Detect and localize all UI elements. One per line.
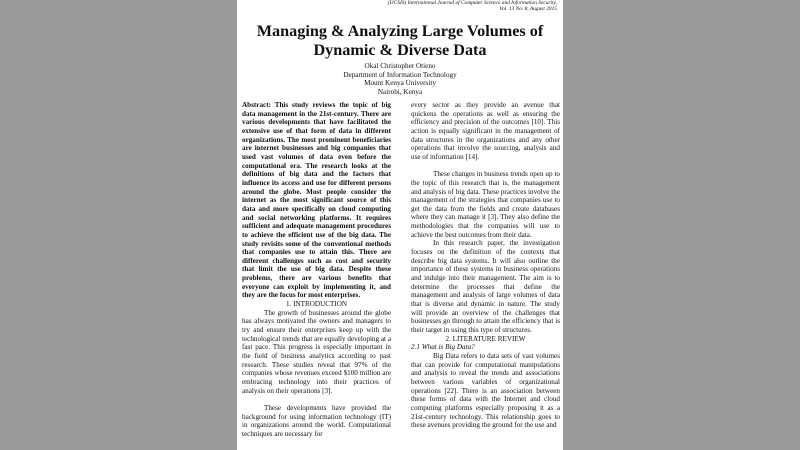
paper-title	[237, 22, 563, 60]
intro-paragraph-2: These developments have provided the background for using information technology (IT) in organizations around the world. Computational techniques are necessary for	[242, 403, 391, 438]
author-department: Department of Information Technology	[343, 70, 457, 79]
literature-review-heading: 2. LITERATURE REVIEW	[445, 334, 526, 343]
author-location: Nairobi, Kenya	[377, 87, 423, 96]
body-paragraph-2: These changes in business trends open up to the topic of this research that is, the management and analysis of big data. These practices involve the management of the strategies that companies use to get the data from the fields and create databases where they can manage it [3]. They also define the methodologies that the companies will use to achieve the best outcomes from their data.	[411, 170, 560, 239]
right-column	[411, 101, 560, 430]
paper-page	[237, 0, 563, 450]
journal-header	[388, 0, 557, 13]
author-name: Okal Christopher Otieno	[364, 62, 436, 70]
body-paragraph-4: Big Data refers to data sets of vast volumes that can provide for computational manipulations and analysis to reveal the trends and associations between various variables of organizational operations [22]. There is an association between these forms of data with the Internet and cloud computing platforms especially proposing it as a 21st-century technology. This relationship goes to these avenues providing the ground for the use and	[411, 351, 560, 430]
intro-paragraph-1: The growth of businesses around the globe has always motivated the owners and managers to try and ensure their enterprises keep up with the technological trends that are equally developing at a fast pace. This progress is especially important in the field of business analytics according to past research. These studies reveal that 97% of the companies whose revenues exceed $100 million are embracing technology into their practices of analysis on their operations [3].	[242, 308, 391, 395]
section-2-1-heading: 2.1 What is Big Data?	[411, 343, 475, 352]
author-university: Mount Kenya University	[364, 79, 436, 88]
title-line-1: Managing & Analyzing Large Volumes of	[256, 22, 544, 40]
author-block	[237, 62, 563, 96]
journal-volume: Vol. 13 No. 8, August 2015	[499, 6, 557, 13]
body-paragraph-3: In this research paper, the investigation focuses on the definition of the contexts that describe big data systems. It will also outline the importance of these systems in business operations and indulge into their management. The aim is to determine the processes that define the management and analysis of large volumes of data that is diverse and dynamic in nature. The study will provide an overview of the challenges that businesses go through to attain the efficiency that is their target in using this type of structures.	[411, 239, 560, 334]
introduction-heading: 1. INTRODUCTION	[285, 300, 348, 309]
left-column	[242, 101, 391, 439]
title-line-2: Dynamic & Diverse Data	[313, 41, 487, 59]
journal-name: (IJCSIS) International Journal of Computer Science and Information Security,	[387, 0, 557, 6]
abstract: Abstract: This study reviews the topic of big data management in the 21st-century. There are various developments that have facilitated the extensive use of that form of data in different organizations. The most prominent beneficiaries are internet businesses and big companies that used vast volumes of data even before the computational era. The research looks at the definitions of big data and the factors that influence its access and use for different persons around the globe. Most people consider the internet as the most significant source of this data and more specifically on cloud computing and social networking platforms. It requires sufficient and adequate management procedures to achieve the efficient use of the big data. The study revisits some of the conventional methods that companies use to attain this. There are different challenges such as cost and security that limit the use of big data. Despite these problems, there are various benefits that everyone can exploit by implementing it, and they are the focus for most enterprises.	[242, 101, 391, 300]
body-paragraph-1: every sector as they provide an avenue that quickens the operations as well as ensuring the efficiency and precision of the outcomes [10]. This action is equally significant in the management of data structures in the organizations and any other operations that involve the sourcing, analysis and use of information [14].	[411, 101, 560, 161]
